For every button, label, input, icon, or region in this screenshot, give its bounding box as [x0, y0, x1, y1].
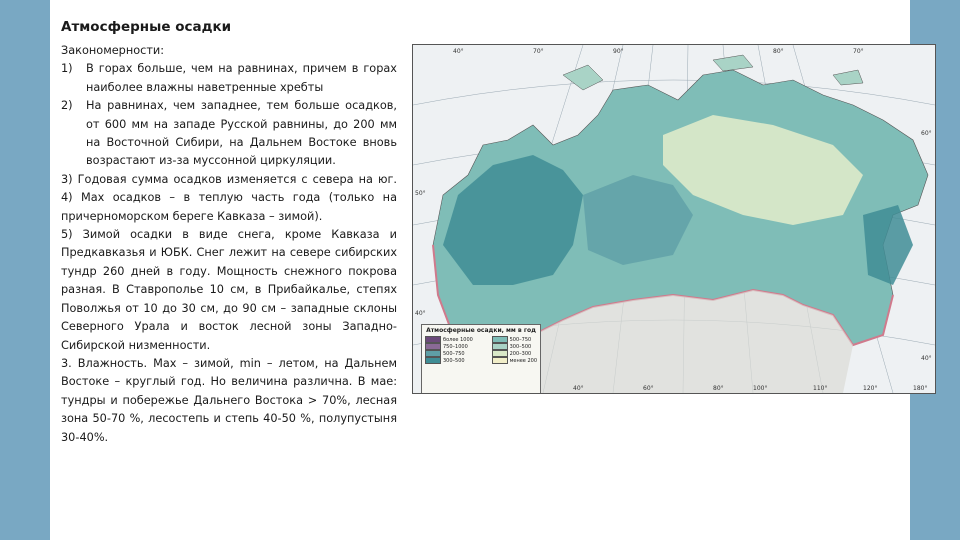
legend-swatch — [492, 350, 508, 357]
bottom-coordinate-label: 180° — [913, 385, 928, 392]
slide-title: Атмосферные осадки — [61, 19, 232, 35]
list-item — [61, 60, 397, 97]
right-coordinate-label: 60° — [921, 130, 932, 137]
legend-title: Атмосферные осадки, мм в год — [426, 327, 536, 334]
legend-entry — [492, 343, 537, 350]
text-column — [61, 18, 397, 447]
legend-label: 200–300 — [509, 351, 532, 357]
precipitation-map — [412, 44, 936, 394]
paragraph-snow: 5) Зимой осадки в виде снега, кроме Кавказа и Предкавказья и ЮБК. Снег лежит на севере сибирских тундр 260 дней в году. Мощность снежного покрова разная. В Ставрополье 10 см, в Прибайкалье, степях Поволжья от 10 до 30 см, до 90 см – западные склоны Северного Урала и восток лесной зоны Западно-Сибирской низменности. — [61, 228, 397, 352]
left-coordinate-label: 40° — [415, 310, 426, 317]
legend-label: 500–750 — [509, 337, 532, 343]
right-coordinate-label: 40° — [921, 355, 932, 362]
legend-swatch — [425, 357, 441, 364]
top-coordinate-label: 70° — [853, 48, 864, 55]
top-coordinate-label: 40° — [453, 48, 464, 55]
legend-column-right — [492, 336, 537, 364]
legend-entry — [492, 357, 537, 364]
legend-label: менее 200 — [509, 358, 537, 364]
legend-swatch — [425, 343, 441, 350]
legend-label: 750–1000 — [443, 344, 468, 350]
bottom-coordinate-label: 60° — [643, 385, 654, 392]
legend-entry — [492, 350, 537, 357]
paragraph-humidity: 3. Влажность. Мах – зимой, min – летом, на Дальнем Востоке – круглый год. Но величина различна. В мае: тундры и побережье Дальнего Востока > 70%, лесная зона 50-70 %, лесостепь и степь 40-50 %, полупустыня 30-40%. — [61, 356, 397, 444]
bottom-coordinate-label: 100° — [753, 385, 768, 392]
list-text: На равнинах, чем западнее, тем больше осадков, от 600 мм на западе Русской равнины, до 200 мм на Восточной Сибири, на Дальнем Востоке вновь возрастают из-за муссонной циркуляции. — [86, 99, 397, 168]
list-number: 2) — [61, 99, 73, 113]
legend-swatch — [425, 350, 441, 357]
top-coordinate-label: 90° — [613, 48, 624, 55]
regularities-list — [61, 60, 397, 170]
legend-swatch — [492, 357, 508, 364]
list-item — [61, 97, 397, 171]
left-coordinate-label: 50° — [415, 190, 426, 197]
legend-label: 300–500 — [509, 344, 532, 350]
legend-entry — [425, 350, 473, 357]
legend-entry — [425, 336, 473, 343]
legend-entry — [425, 357, 473, 364]
bottom-coordinate-label: 80° — [713, 385, 724, 392]
legend-entry — [425, 343, 473, 350]
regularities-heading: Закономерности: — [61, 44, 165, 57]
legend-label: 300–500 — [443, 358, 465, 364]
legend-label: 500–750 — [443, 351, 465, 357]
bottom-coordinate-label: 120° — [863, 385, 878, 392]
map-legend — [421, 324, 541, 394]
bottom-coordinate-label: 40° — [573, 385, 584, 392]
list-number: 1) — [61, 62, 73, 76]
legend-swatch — [425, 336, 441, 343]
legend-swatch — [492, 336, 508, 343]
legend-label: более 1000 — [443, 337, 473, 343]
legend-column-left — [425, 336, 473, 364]
legend-entry — [492, 336, 537, 343]
bottom-coordinate-label: 110° — [813, 385, 828, 392]
paragraph-seasonal: 3) Годовая сумма осадков изменяется с севера на юг. 4) Мах осадков – в теплую часть года (только на причерноморском береге Кавказа – зимой). — [61, 172, 397, 223]
top-coordinate-label: 80° — [773, 48, 784, 55]
list-text: В горах больше, чем на равнинах, причем в горах наиболее влажны наветренные хребты — [86, 62, 397, 94]
legend-swatch — [492, 343, 508, 350]
slide — [50, 0, 932, 540]
top-coordinate-label: 70° — [533, 48, 544, 55]
